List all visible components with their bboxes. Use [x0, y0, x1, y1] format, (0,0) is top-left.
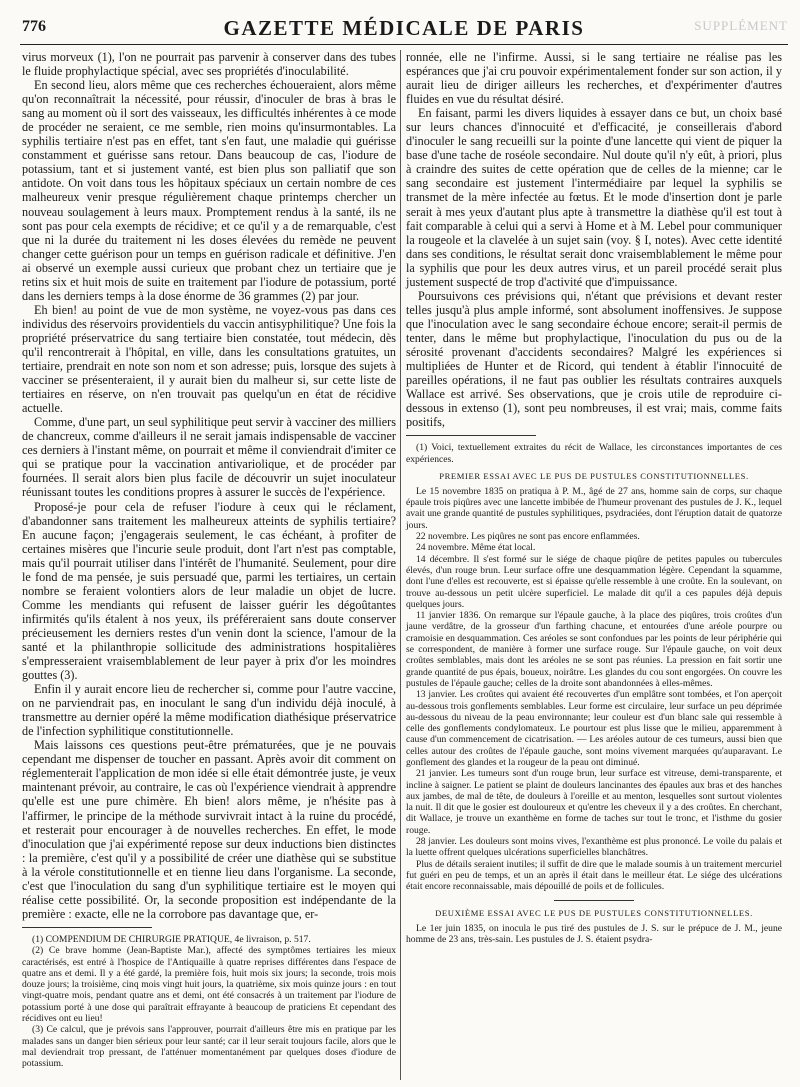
left-column	[22, 50, 396, 1069]
column-divider	[400, 50, 401, 1080]
right-paragraph: ronnée, elle ne l'infirme. Aussi, si le sang tertiaire ne réalise pas les espérances que j'ai cru pouvoir expérimentalement fonder sur son action, il y aurait lieu de diriger ailleurs les recherches, et d'expérimenter d'autres fluides en vue du résultat désiré.	[406, 50, 782, 107]
essay-entry: Plus de détails seraient inutiles; il suffit de dire que le malade soumis à un traitement mercuriel fut guéri en peu de temps, et un an après il était dans le meilleur état. Le siége des ulcérations était encore reconnaissable, mais dépouillé de poils et de follicules.	[406, 858, 782, 893]
left-paragraph: virus morveux (1), l'on ne pourrait pas parvenir à conserver dans des tubes le fluide prophylactique spécial, avec ses propriétés d'inoculabilité.	[22, 50, 396, 79]
essay-entry: 22 novembre. Les piqûres ne sont pas encore enflammées.	[416, 531, 640, 543]
essay-heading: PREMIER ESSAI AVEC LE PUS DE PUSTULES CONSTITUTIONNELLES.	[439, 470, 749, 481]
essay-entry: 21 janvier. Les tumeurs sont d'un rouge brun, leur surface est vitreuse, demi-transparente, et incline à saigner. Le patient se plaint de douleurs lancinantes des épaules aux bras et des hanches aux jambes, de mal de tête, de douleurs à l'oreille et au menton, lesquelles sont surtout violentes la nuit. Il dit que le gosier est douloureux et qu'entre les cheveux il y a des croûtes. En cherchant, dit Wallace, je trouve un exanthème en forme de taches sur tout le tronc, et l'isthme du gosier rouge.	[406, 768, 782, 836]
right-paragraph: Poursuivons ces prévisions qui, n'étant que prévisions et devant rester telles jusqu'à plus ample informé, sont absolument inoffensives. Je suppose que l'inoculation avec le sang secondaire échoue encore; serait-il permis de tenter, dans le même but prophylactique, l'inoculation du pus ou de la sérosité provenant d'accidents secondaires? Malgré les expériences si multipliées de Hunter et de Ricord, qui tendent à établir l'innocuité de pareilles opérations, il ne faut pas oublier les résultats contraires auxquels Wallace est arrivé. Ses observations, que je crois utile de reproduire ci-dessous in extenso (1), sont peu nombreuses, il est vrai; mais, comme faits positifs,	[406, 288, 782, 430]
essay-entry: 13 janvier. Les croûtes qui avaient été recouvertes d'un emplâtre sont tombées, et l'on aperçoit au-dessous trois gonflements semblables. Leur forme est circulaire, leur surface un peu déprimée au-dessous du niveau de la peau environnante; leur couleur est d'un blanc sale qui ressemble à celle des gonflements condylomateux. Le pourtour est plus lisse que le milieu, apparemment à cause d'un commencement de cicatrisation. — Les aréoles autour de ces tumeurs, aussi bien que celles autour des croûtes de l'épaule gauche, sont moins vivement marquées qu'auparavant. Le gonflement des glandes et la rougeur de la peau ont diminué.	[406, 689, 782, 768]
essay-entry: 24 novembre. Même état local.	[416, 542, 536, 554]
footnote-separator	[406, 435, 536, 436]
footnote-intro: (1) Voici, textuellement extraites du récit de Wallace, les circonstances importantes de ces expériences.	[406, 442, 782, 465]
page-number: 776	[22, 18, 46, 35]
section-rule	[554, 900, 634, 901]
left-paragraph: Proposé-je pour cela de refuser l'iodure à ceux qui le réclament, d'abandonner sans traitement les malheureux atteints de syphilis tertiaire? En aucune façon; j'engagerais seulement, le cas échéant, à profiter de certaines misères que l'incurie seule produit, dont l'art n'est pas comptable, mais qu'il pourrait utiliser dans l'intérêt de l'humanité. Seulement, pour dire le fond de ma pensée, je suis persuadé que, parmi les tertiaires, un certain nombre se feraient volontiers alors de leur maladie un objet de lucre. Comme les mendiants qui refusent de laisser guérir les dégoûtantes infirmités qu'ils étalent à nos yeux, ils préféreraient sans doute conserver précieusement les derniers restes d'un venin dont la science, l'amour de la santé et la philanthropie sollicitude des administrations hospitalières s'empresseraient vraisemblablement de leur payer à prix d'or les moindres gouttes (3).	[22, 499, 396, 683]
left-paragraph: Eh bien! au point de vue de mon système, ne voyez-vous pas dans ces individus des réservoirs providentiels du vaccin antisyphilitique? Une fois la propriété préservatrice du sang tertiaire bien constatée, tout médecin, dès qu'il rencontrerait à l'hôpital, en ville, dans les consultations gratuites, un tertiaire, prendrait en note son nom et son adresse; puis, lorsque des sujets à vacciner se présenteraient, il y aurait bien du malheur si, sur cette liste de tertiaires en réserve, on n'en trouvait pas quelqu'un en état de récidive actuelle.	[22, 302, 396, 416]
right-column	[406, 50, 782, 945]
left-paragraph: Enfin il y aurait encore lieu de rechercher si, comme pour l'autre vaccine, on ne parviendrait pas, en inoculant le sang d'un individu déjà inoculé, à transmettre au dernier opéré la même modification diathésique préservatrice de l'infection syphilitique constitutionnelle.	[22, 682, 396, 739]
footnote-separator	[22, 927, 152, 928]
page-header	[20, 14, 788, 45]
right-paragraph: En faisant, parmi les divers liquides à essayer dans ce but, un choix basé sur leurs chances d'innocuité et d'efficacité, je conseillerais d'abord d'inoculer le sang recueilli sur la pointe d'une lancette qui vient de piquer la base d'une tache de roséole secondaire. Nul doute qu'il n'y eût, à priori, plus à craindre des suites de cette opération que de celles de la mienne; car le sang secondaire est justement l'intermédiaire par lequel la syphilis se transmet de la mère infectée au fœtus. Et le mode d'insertion dont je parle serait à mes yeux d'autant plus apte à transmettre la diathèse qu'il est tout à fait comparable à celui qui a servi à Home et à M. Lebel pour communiquer la rougeole et la clavelée à un sujet sain (voy. § I, notes). Avec cette identité dans ses conditions, le résultat serait donc vraisemblablement le même pour la syphilis que pour les deux autres virus, et un pareil procédé serait plus justement suspecté de trop d'activité que d'impuissance.	[406, 106, 782, 289]
essay-entry: 14 décembre. Il s'est formé sur le siége de chaque piqûre de petites papules ou tubercules élevés, d'un rouge brun. Leur surface offre une desquammation légère. Cependant la squamme, dont l'une d'elles est recouverte, est si épaisse qu'elle ressemble à une croûte. En la soulevant, on trouve au-dessous un petit ulcère superficiel. Le malade dit qu'il a ces papules déjà depuis quelques jours.	[406, 553, 782, 610]
left-paragraph: En second lieu, alors même que ces recherches échoueraient, alors même qu'on reconnaîtrait la nécessité, pour réussir, d'inoculer de bras à bras le sang au moment où il sort des vaisseaux, les difficultés inhérentes à ce mode de procéder ne seraient, ce me semble, rien moins qu'insurmontables. La syphilis tertiaire n'est pas en effet, tant s'en faut, une maladie qui guérisse constamment et guérisse sans retour. Dans beaucoup de cas, l'iodure de potassium, tant et si justement vanté, est bien plus son palliatif que son antidote. On voit dans tous les hôpitaux spéciaux un certain nombre de ces malheureux venir presque régulièrement chaque printemps chercher un nouveau soulagement à leurs maux. Promptement rendus à la santé, ils ne sont pas pour cela exempts de récidive; et ce qu'il y a de remarquable, c'est que ni la durée du traitement ni les doses élevées du remède ne peuvent changer cette guérison pour un temps en guérison radicale et définitive. J'en ai observé un exemple aussi curieux que probant chez un tertiaire que je retins six et huit mois de suite en traitement par l'iodure de potassium, porté dans les derniers temps à la dose énorme de 36 grammes (2) par jour.	[22, 78, 396, 303]
left-paragraph: Mais laissons ces questions peut-être prématurées, que je ne pouvais cependant me dispenser de toucher en passant. Après avoir dit comment on réglementerait l'application de mon idée si elle était démontrée juste, je veux maintenant prévoir, au contraire, le cas où l'expérience viendrait à apprendre qu'elle est une pure chimère. Eh bien! alors même, je n'hésite pas à l'affirmer, le principe de la méthode survivrait intact à la ruine du procédé, et resterait pour encourager à de nouvelles recherches. En effet, le mode d'inoculation que j'ai expérimenté repose sur deux inductions bien distinctes : la première, c'est qu'il y a possibilité de créer une diathèse qui se substitue à la vérole constitutionnelle et en tienne lieu dans l'organisme. La seconde, c'est que l'inoculation du sang d'un syphilitique tertiaire est le moyen qui réalise cette possibilité. Or, la seconde proposition est indépendante de la première : exacte, elle ne la corrobore pas davantage que, er-	[22, 738, 396, 921]
essay-entry: 11 janvier 1836. On remarque sur l'épaule gauche, à la place des piqûres, trois croûtes d'un jaune verdâtre, de la grosseur d'un farthing chacune, et entourées d'une aréole pourpre ou cramoisie en desquammation. Ces aréoles se sont confondues par les points de leur périphérie qui se correspondent, de manière à former une surface rouge. Sur l'épaule gauche, on voit deux croûtes semblables, mais dont les aréoles ne se sont pas réunies. La pression en fait sortir une grande quantité de pus épais, boueux, noirâtre. Les glandes du cou sont engorgées. On couvre les pustules de l'épaule gauche; celles de la droite sont abandonnées à elles-mêmes.	[406, 610, 782, 689]
essay-entry: Le 1er juin 1835, on inocula le pus tiré des pustules de J. S. sur le prépuce de J. M., jeune homme de 23 ans, très-sain. Les pustules de J. S. étaient psydra-	[406, 922, 782, 945]
essay-entry: Le 15 novembre 1835 on pratiqua à P. M., âgé de 27 ans, homme sain de corps, sur chaque épaule trois piqûres avec une lancette imbibée de l'humeur provenant des pustules de J. K., lequel avait une grande quantité de pustules syphilitiques, psydraciées, dont l'éruption datait de quatorze jours.	[406, 485, 782, 531]
left-paragraph: Comme, d'une part, un seul syphilitique peut servir à vacciner des milliers de chancreux, comme d'ailleurs il ne serait jamais indispensable de vacciner ces derniers à l'instant même, on pourrait et même il conviendrait d'imiter ce qui se pratique pour la vaccination antivariolique, et de procéder par fournées. Il serait alors bien plus facile de découvrir un sujet inoculateur réunissant toutes les conditions propres à assurer le succès de l'expérience.	[22, 415, 396, 500]
footnote: (3) Ce calcul, que je prévois sans l'approuver, pourrait d'ailleurs être mis en pratique par les malades sans un danger bien sérieux pour leur santé; car il leur serait toujours facile, alors que le mal deviendrait trop pressant, de l'atténuer momentanément par quelques doses d'iodure de potassium.	[22, 1024, 396, 1070]
essay-heading: DEUXIÈME ESSAI AVEC LE PUS DE PUSTULES CONSTITUTIONNELLES.	[435, 907, 753, 918]
essay-entry: 28 janvier. Les douleurs sont moins vives, l'exanthème est plus prononcé. Le voile du palais et la luette offrent quelques ulcérations superficielles blanchâtres.	[406, 836, 782, 859]
journal-title: GAZETTE MÉDICALE DE PARIS	[223, 16, 585, 40]
supplement-label: SUPPLÉMENT	[694, 18, 788, 33]
footnote: (2) Ce brave homme (Jean-Baptiste Mar.), affecté des symptômes tertiaires les mieux caractérisés, est entré à l'hospice de l'Antiquaille à quatre reprises différentes dans l'espace de quatre ans et demi. Il y a été gardé, la première fois, huit mois six jours; la seconde, trois mois douze jours; la troisième, cinq mois vingt huit jours, la quatrième, six mois quinze jours : en tout vingt-quatre mois, pendant quatre ans et demi, ont été consacrés à un traitement par l'iodure de potassium porté à une dose qui paraîtrait effrayante à beaucoup de praticiens Et cependant des récidives ont eu lieu!	[22, 945, 396, 1024]
footnote: (1) COMPENDIUM DE CHIRURGIE PRATIQUE, 4e livraison, p. 517.	[32, 933, 311, 945]
